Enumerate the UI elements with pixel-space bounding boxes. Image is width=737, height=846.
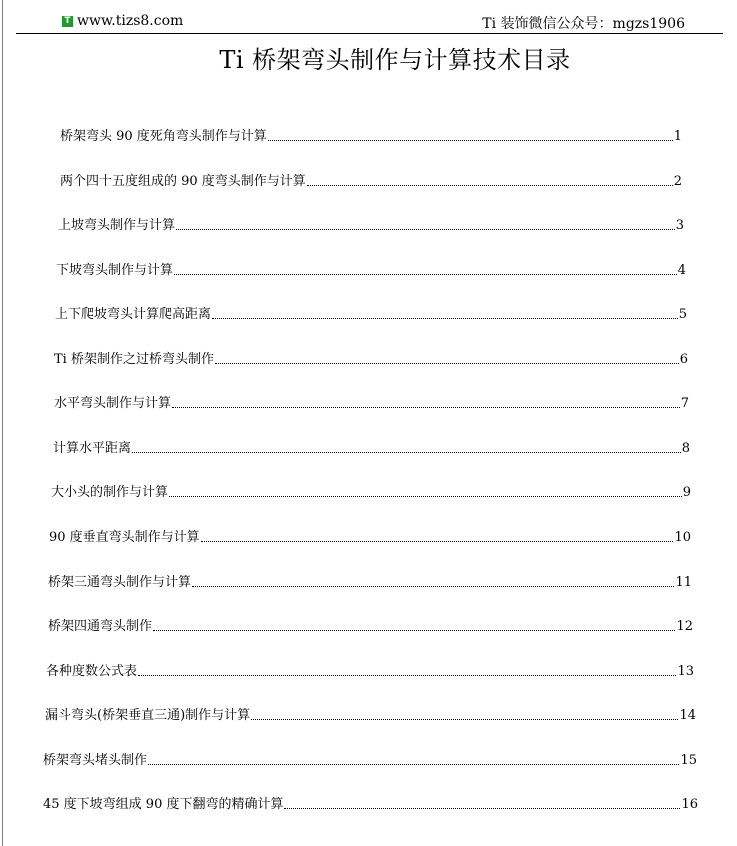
toc-entry-label: 桥架三通弯头制作与计算 [48,575,192,590]
toc-entry-label: 两个四十五度组成的 90 度弯头制作与计算 [60,174,306,189]
toc-entry [43,793,698,812]
toc-entry-label: 下坡弯头制作与计算 [56,263,174,278]
toc-leader-dots [251,719,678,720]
toc-leader-dots [176,229,675,230]
toc-entry [51,481,691,500]
toc-entry-page: 14 [679,708,696,723]
toc-entry-page: 1 [673,129,682,144]
toc-leader-dots [215,363,679,364]
logo-icon: T [62,16,73,27]
toc-entry-label: Ti 桥架制作之过桥弯头制作 [54,352,214,367]
toc-entry-page: 12 [676,619,693,634]
toc-entry-page: 3 [675,218,684,233]
toc-entry-page: 4 [677,263,686,278]
toc-entry-page: 16 [681,797,698,812]
toc-leader-dots [138,675,676,676]
toc-leader-dots [212,318,678,319]
toc-leader-dots [201,541,674,542]
toc-entry-page: 9 [682,485,691,500]
toc-entry [54,392,689,411]
toc-entry-label: 45 度下坡弯组成 90 度下翻弯的精确计算 [43,797,284,812]
toc-leader-dots [284,808,680,809]
toc-entry [49,526,691,545]
toc-entry [58,214,684,233]
toc-leader-dots [172,407,680,408]
toc-entry-page: 13 [677,664,694,679]
toc-entry [55,303,687,322]
toc-entry-label: 大小头的制作与计算 [51,485,169,500]
toc-entry-page: 8 [681,441,690,456]
toc-entry-label: 各种度数公式表 [46,664,138,679]
toc-leader-dots [153,630,675,631]
toc-entry [60,125,682,144]
toc-entry-page: 11 [675,575,692,590]
toc-entry [46,660,694,679]
toc-leader-dots [174,274,677,275]
toc-entry-page: 6 [679,352,688,367]
toc-leader-dots [307,185,673,186]
toc-entry-label: 漏斗弯头(桥架垂直三通)制作与计算 [45,708,251,723]
toc-entry [43,749,697,768]
toc-entry-page: 2 [673,174,682,189]
toc-entry [60,170,682,189]
toc-entry [54,348,688,367]
toc-entry [48,571,692,590]
toc-entry-label: 计算水平距离 [53,441,132,456]
toc-leader-dots [268,140,673,141]
wechat-account: Ti 装饰微信公众号：mgzs1906 [482,16,685,32]
toc-leader-dots [169,496,682,497]
toc-entry [56,259,686,278]
toc-leader-dots [132,452,681,453]
toc-leader-dots [192,586,674,587]
toc-entry-label: 桥架弯头堵头制作 [43,753,148,768]
toc-entry-page: 15 [680,753,697,768]
toc-entry-label: 桥架四通弯头制作 [48,619,153,634]
toc-entry [45,704,696,723]
toc-entry-label: 水平弯头制作与计算 [54,396,172,411]
toc-entry [53,437,690,456]
toc-entry-label: 桥架弯头 90 度死角弯头制作与计算 [60,129,267,144]
toc-entry-page: 7 [680,396,689,411]
toc-entry-page: 5 [678,307,687,322]
toc-entry-page: 10 [674,530,691,545]
site-url: www.tizs8.com [77,13,184,29]
page-title: Ti 桥架弯头制作与计算技术目录 [219,46,571,74]
toc-entry-label: 上坡弯头制作与计算 [58,218,176,233]
toc-entry [48,615,693,634]
toc-entry-label: 90 度垂直弯头制作与计算 [49,530,200,545]
toc-entry-label: 上下爬坡弯头计算爬高距离 [55,307,212,322]
toc-leader-dots [148,764,679,765]
